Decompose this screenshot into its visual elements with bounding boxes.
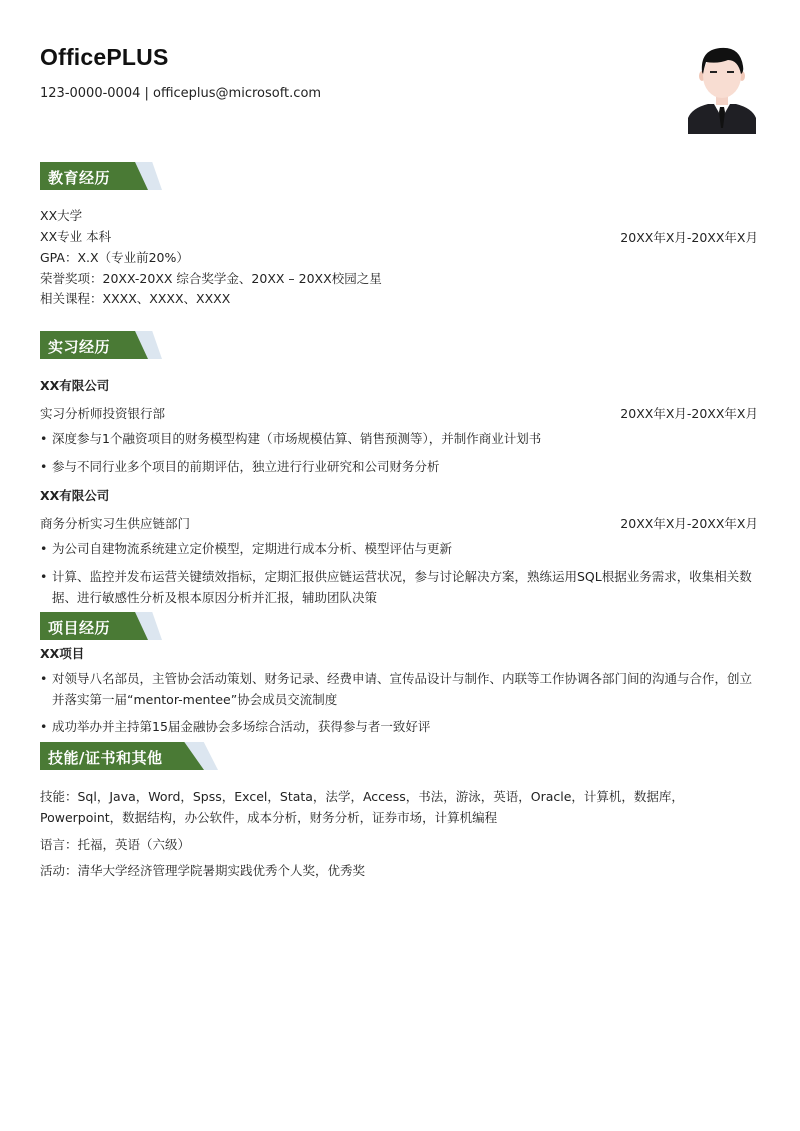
section-header-skills [40,742,170,770]
section-title: 项目经历 [48,619,111,637]
job-role: 商务分析实习生供应链部门 [40,516,191,531]
list-item [40,538,762,559]
bullet-icon: • [40,719,48,734]
school-name: XX大学 [40,208,83,223]
list-item [40,456,762,477]
section-title: 实习经历 [48,338,111,356]
list-item [40,668,762,710]
major-degree: XX专业 本科 [40,229,112,244]
project-name: XX项目 [40,646,85,661]
bullet-text: 计算、监控并发布运营关键绩效指标，定期汇报供应链运营状况，参与讨论解决方案，熟练运用SQL根据业务需求，收集相关数据、进行敏感性分析及根本原因分析并汇报，辅助团队决策 [52,569,752,605]
bullet-text: 参与不同行业多个项目的前期评估，独立进行行业研究和公司财务分析 [52,459,440,474]
section-title: 教育经历 [48,169,111,187]
list-item [40,716,762,737]
job-date: 20XX年X月-20XX年X月 [620,516,758,531]
bullet-icon: • [40,541,48,556]
bullet-icon: • [40,671,48,686]
candidate-name: OfficePLUS [40,44,169,70]
honors: 荣誉奖项：20XX-20XX 综合奖学金、20XX – 20XX校园之星 [40,271,382,286]
job-role: 实习分析师投资银行部 [40,406,166,421]
bullet-icon: • [40,459,48,474]
company-name: XX有限公司 [40,378,110,393]
avatar-portrait-icon [688,44,756,134]
education-date: 20XX年X月-20XX年X月 [620,230,758,245]
bullet-icon: • [40,569,48,584]
language-line: 语言：托福，英语（六级） [40,837,191,852]
job-date: 20XX年X月-20XX年X月 [620,406,758,421]
section-header-internship [40,331,170,359]
list-item [40,428,762,449]
section-header-education [40,162,170,190]
avatar [688,44,756,134]
skills-line: 技能：Sql，Java，Word，Spss，Excel，Stata，法学，Access，书法，游泳，英语，Oracle，计算机，数据库，Powerpoint，数据结构，办公软件，成本分析，财务分析，证券市场，计算机编程 [40,789,684,825]
bullet-icon: • [40,431,48,446]
gpa: GPA：X.X（专业前20%） [40,250,189,265]
list-item [40,566,762,608]
company-name: XX有限公司 [40,488,110,503]
contact-info: 123-0000-0004 | officeplus@microsoft.com [40,86,322,101]
bullet-text: 成功举办并主持第15届金融协会多场综合活动，获得参与者一致好评 [52,719,431,734]
bullet-text: 对领导八名部员，主管协会活动策划、财务记录、经费申请、宣传品设计与制作、内联等工作协调各部门间的沟通与合作，创立并落实第一届“mentor-mentee”协会成员交流制度 [52,671,753,707]
courses: 相关课程：XXXX、XXXX、XXXX [40,291,231,306]
section-header-project [40,612,170,640]
bullet-text: 深度参与1个融资项目的财务模型构建（市场规模估算、销售预测等），并制作商业计划书 [52,431,542,446]
section-title: 技能/证书和其他 [48,749,163,767]
bullet-text: 为公司自建物流系统建立定价模型，定期进行成本分析、模型评估与更新 [52,541,453,556]
activity-line: 活动：清华大学经济管理学院暑期实践优秀个人奖，优秀奖 [40,863,366,878]
